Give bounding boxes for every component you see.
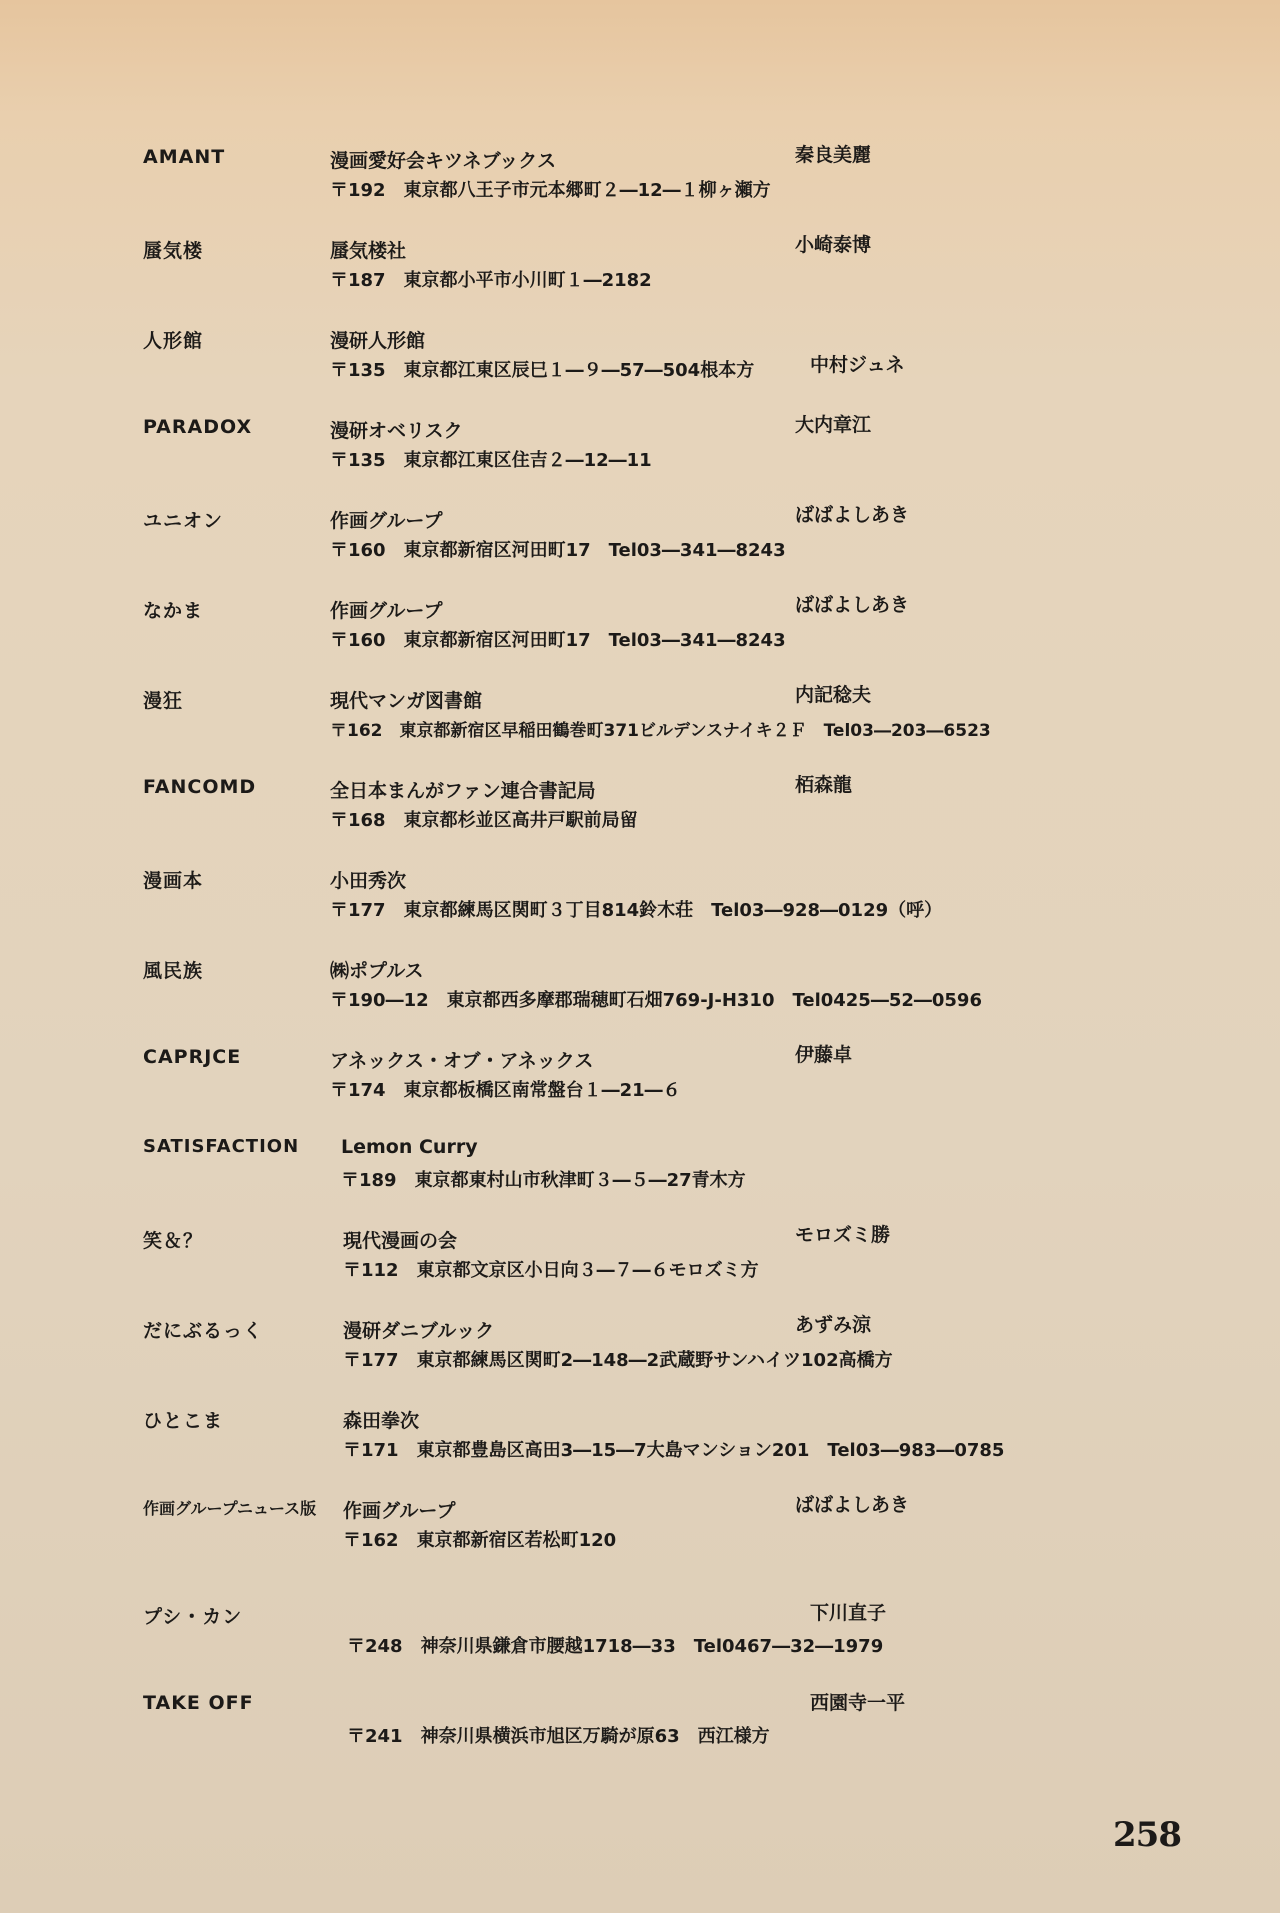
entry-group: Lemon Curry (341, 1136, 478, 1158)
entry-address: 〒162 東京都新宿区早稲田鶴巻町371ビルデンスナイキ２Ｆ Tel03―203―6523 (330, 721, 991, 741)
entry-group: 作画グループ (330, 510, 443, 532)
entry-name: 蜃気楼 (143, 240, 204, 262)
entry-name: なかま (143, 600, 204, 622)
entry-person: 下川直子 (810, 1602, 887, 1624)
directory-entry (0, 1136, 1280, 1206)
entry-name: AMANT (143, 146, 226, 168)
entry-group: 蜃気楼社 (330, 240, 407, 262)
entry-name: ユニオン (143, 510, 224, 532)
directory-entry (0, 326, 1280, 396)
entry-group: 森田拳次 (343, 1410, 420, 1432)
entry-address: 〒168 東京都杉並区高井戸駅前局留 (330, 810, 638, 831)
entry-address: 〒112 東京都文京区小日向３―７―６モロズミ方 (343, 1260, 759, 1281)
entry-name: 人形館 (143, 330, 204, 352)
entry-address: 〒190―12 東京都西多摩郡瑞穂町石畑769-J-H310 Tel0425―52―0596 (330, 990, 982, 1011)
entry-group: 全日本まんがファン連合書記局 (330, 780, 596, 802)
entry-address: 〒160 東京都新宿区河田町17 Tel03―341―8243 (330, 540, 786, 561)
entry-person: ばばよしあき (795, 504, 910, 526)
entry-person: 栢森龍 (795, 774, 853, 796)
entry-person: 伊藤卓 (795, 1044, 853, 1066)
entry-address: 〒189 東京都東村山市秋津町３―５―27青木方 (341, 1170, 746, 1191)
page-number: 258 (1113, 1815, 1181, 1855)
entry-address: 〒135 東京都江東区辰巳１―９―57―504根本方 (330, 360, 755, 381)
directory-entry (0, 146, 1280, 216)
entry-group: 漫画愛好会キツネブックス (330, 150, 557, 172)
entry-name: ひとこま (143, 1410, 224, 1432)
entry-name: TAKE OFF (143, 1692, 254, 1714)
entry-person: 小崎泰博 (795, 234, 872, 256)
entry-address: 〒171 東京都豊島区高田3―15―7大島マンション201 Tel03―983―0785 (343, 1440, 1005, 1461)
entry-person: 大内章江 (795, 414, 872, 436)
entry-person: ばばよしあき (795, 1494, 910, 1516)
entry-person: 西園寺一平 (810, 1692, 906, 1714)
entry-group: 小田秀次 (330, 870, 407, 892)
directory-entry (0, 506, 1280, 576)
directory-entry (0, 686, 1280, 756)
directory-entry (0, 596, 1280, 666)
entry-group: ㈱ポプルス (330, 960, 424, 982)
directory-entry (0, 1692, 1280, 1762)
entry-name: 漫狂 (143, 690, 184, 712)
entry-address: 〒162 東京都新宿区若松町120 (343, 1530, 617, 1551)
directory-entry (0, 1602, 1280, 1672)
entry-group: アネックス・オブ・アネックス (330, 1050, 594, 1072)
entry-person: モロズミ勝 (795, 1224, 891, 1246)
directory-entry (0, 1046, 1280, 1116)
directory-entry (0, 1406, 1280, 1476)
entry-person: 中村ジュネ (810, 354, 905, 376)
entry-group: 作画グループ (343, 1500, 456, 1522)
directory-entry (0, 1496, 1280, 1566)
entry-person: あずみ涼 (795, 1314, 872, 1336)
entry-name: SATISFACTION (143, 1136, 300, 1157)
entry-group: 現代マンガ図書館 (330, 690, 483, 712)
entry-group: 漫研オベリスク (330, 420, 463, 442)
entry-address: 〒135 東京都江東区住吉２―12―11 (330, 450, 652, 471)
entry-name: プシ・カン (143, 1606, 243, 1628)
entry-group: 漫研ダニブルック (343, 1320, 495, 1342)
entry-name: 笑＆？ (143, 1230, 204, 1252)
directory-entry (0, 236, 1280, 306)
entry-address: 〒192 東京都八王子市元本郷町２―12―１柳ヶ瀬方 (330, 180, 771, 201)
entry-name: 漫画本 (143, 870, 204, 892)
entry-address: 〒241 神奈川県横浜市旭区万騎が原63 西江様方 (347, 1726, 770, 1747)
directory-entry (0, 956, 1280, 1026)
entry-address: 〒160 東京都新宿区河田町17 Tel03―341―8243 (330, 630, 786, 651)
entry-address: 〒177 東京都練馬区関町３丁目814鈴木荘 Tel03―928―0129（呼） (330, 900, 943, 921)
directory-entry (0, 416, 1280, 486)
directory-entry (0, 1226, 1280, 1296)
entry-person: 秦良美麗 (795, 144, 872, 166)
directory-entry (0, 866, 1280, 936)
entry-person: ばばよしあき (795, 594, 910, 616)
entry-name: PARADOX (143, 416, 253, 438)
directory-entry (0, 776, 1280, 846)
entry-group: 作画グループ (330, 600, 443, 622)
entry-address: 〒187 東京都小平市小川町１―2182 (330, 270, 652, 291)
entry-name: 風民族 (143, 960, 204, 982)
entry-address: 〒248 神奈川県鎌倉市腰越1718―33 Tel0467―32―1979 (347, 1636, 884, 1657)
entry-name: FANCOMD (143, 776, 257, 798)
entry-group: 現代漫画の会 (343, 1230, 458, 1252)
entry-name: 作画グループニュース版 (143, 1499, 317, 1518)
entry-group: 漫研人形館 (330, 330, 426, 352)
entry-address: 〒174 東京都板橋区南常盤台１―21―６ (330, 1080, 681, 1101)
entry-name: だにぶるっく (143, 1320, 264, 1342)
entry-person: 内記稔夫 (795, 684, 872, 706)
entry-name: CAPRJCE (143, 1046, 242, 1068)
entry-address: 〒177 東京都練馬区関町2―148―2武蔵野サンハイツ102高橋方 (343, 1350, 893, 1371)
directory-entry (0, 1316, 1280, 1386)
